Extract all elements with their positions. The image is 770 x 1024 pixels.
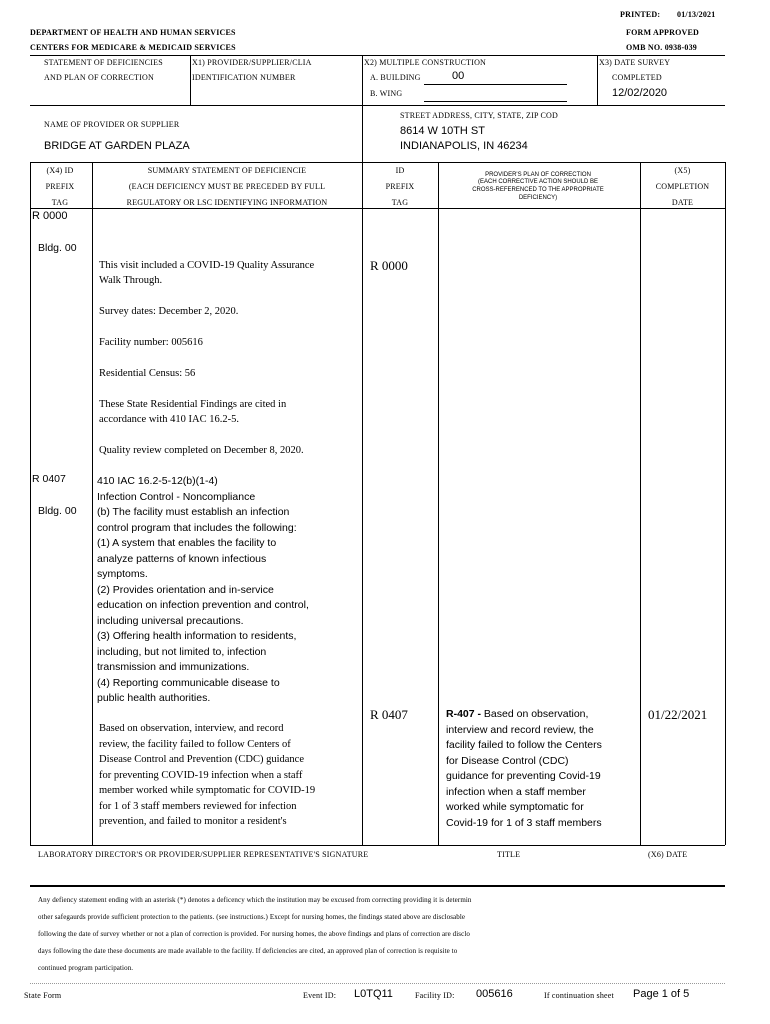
signature-rule xyxy=(30,885,725,887)
col-x4-2: PREFIX xyxy=(45,182,75,191)
col-plan-1: PROVIDER'S PLAN OF CORRECTION xyxy=(485,172,591,178)
col-x5-1: (X5) xyxy=(674,166,691,175)
visit-text-2: Walk Through. xyxy=(99,275,163,286)
col-id-3: TAG xyxy=(391,198,409,207)
event-id-label: Event ID: xyxy=(303,991,337,1000)
id-tag-r0000: R 0000 xyxy=(370,258,408,273)
regulation-line: control program that includes the following: xyxy=(97,521,297,534)
col-x4-1: (X4) ID xyxy=(46,166,74,175)
centers-title: CENTERS FOR MEDICARE & MEDICAID SERVICES xyxy=(30,43,236,52)
footnote-line: Any defiency statement ending with an asterisk (*) denotes a deficency which the institution may be excused from correcting providing it is determin xyxy=(38,896,472,904)
address-line-1: 8614 W 10TH ST xyxy=(400,125,485,137)
col-x5-3: DATE xyxy=(671,198,694,207)
completion-date: 01/22/2021 xyxy=(648,707,708,722)
finding-text xyxy=(99,721,315,830)
plan-line: guidance for preventing Covid-19 xyxy=(446,770,601,782)
bldg-00: Bldg. 00 xyxy=(38,242,77,254)
top-box-border xyxy=(30,55,725,56)
form-approved: FORM APPROVED xyxy=(626,28,700,37)
regulation-text xyxy=(97,474,309,707)
survey-completed-date: 12/02/2020 xyxy=(612,87,668,99)
department-title: DEPARTMENT OF HEALTH AND HUMAN SERVICES xyxy=(30,28,236,37)
signature-label: LABORATORY DIRECTOR'S OR PROVIDER/SUPPLIER REPRESENTATIVE'S SIGNATURE xyxy=(38,850,369,859)
regulation-line: including universal precautions. xyxy=(97,614,244,627)
regulation-line: (b) The facility must establish an infection xyxy=(97,506,290,518)
plan-line: facility failed to follow the Centers xyxy=(446,739,602,751)
table-bottom-rule xyxy=(30,845,725,846)
divider xyxy=(190,55,191,105)
col-id-1: ID xyxy=(395,166,405,175)
plan-of-correction xyxy=(446,707,602,831)
bldg-00: Bldg. 00 xyxy=(38,505,77,517)
col-plan-4: DEFICIENCY) xyxy=(518,195,558,201)
regulation-line: analyze patterns of known infectious xyxy=(97,552,267,565)
table-column-line xyxy=(92,162,93,845)
footer-rule xyxy=(30,983,725,984)
regulation-line: (1) A system that enables the facility to xyxy=(97,537,277,549)
finding-line: member worked while symptomatic for COVID-19 xyxy=(99,785,316,796)
building-label: A. BUILDING xyxy=(370,73,421,82)
page-number: Page 1 of 5 xyxy=(633,988,690,1000)
wing-label: B. WING xyxy=(370,89,403,98)
regulation-line: (2) Provides orientation and in-service xyxy=(97,583,274,596)
provider-label: NAME OF PROVIDER OR SUPPLIER xyxy=(44,120,180,129)
col-summary-3: REGULATORY OR LSC IDENTIFYING INFORMATION xyxy=(126,198,328,207)
plan-text: Based on observation, xyxy=(481,708,589,720)
regulation-line: public health authorities. xyxy=(97,692,211,704)
finding-line: prevention, and failed to monitor a resident's xyxy=(99,816,287,827)
survey-dates: Survey dates: December 2, 2020. xyxy=(99,306,239,317)
plan-tag: R-407 - xyxy=(446,708,482,720)
omb-number: OMB NO. 0938-039 xyxy=(626,43,697,52)
col-plan-3: CROSS-REFERENCED TO THE APPROPRIATE xyxy=(472,187,604,193)
finding-line: review, the facility failed to follow Centers of xyxy=(99,738,291,750)
footnote-line: other safegaurds provide sufficient protection to the patients. (see instructions.) Except for nursing homes, the findings stated above are disclosable xyxy=(38,913,466,921)
table-border xyxy=(725,162,726,845)
x3-label-2: COMPLETED xyxy=(612,73,662,82)
col-x4-3: TAG xyxy=(51,198,69,207)
id-tag-r0407: R 0407 xyxy=(370,707,408,722)
statement-label-2: AND PLAN OF CORRECTION xyxy=(44,73,154,82)
quality-review: Quality review completed on December 8, 2020. xyxy=(99,445,304,456)
divider xyxy=(30,162,725,163)
regulation-line: transmission and immunizations. xyxy=(97,661,250,673)
x1-label: X1) PROVIDER/SUPPLIER/CLIA xyxy=(192,58,312,67)
tag-r0000: R 0000 xyxy=(32,210,68,222)
table-header-rule xyxy=(30,208,725,209)
plan-line: worked while symptomatic for xyxy=(446,801,584,813)
visit-text-1: This visit included a COVID-19 Quality Assurance xyxy=(99,260,315,271)
statement-label: STATEMENT OF DEFICIENCIES xyxy=(44,58,163,67)
footnote xyxy=(38,892,738,977)
regulation-line: 410 IAC 16.2-5-12(b)(1-4) xyxy=(97,475,218,487)
footnote-line: continued program participation. xyxy=(38,964,134,972)
regulation-line: (3) Offering health information to residents, xyxy=(97,630,297,642)
title-label: TITLE xyxy=(497,850,521,859)
facility-id-label: Facility ID: xyxy=(415,991,455,1000)
table-border xyxy=(30,162,31,845)
finding-line: Disease Control and Prevention (CDC) guidance xyxy=(99,754,304,765)
findings-text-2: accordance with 410 IAC 16.2-5. xyxy=(99,414,239,425)
col-x5-2: COMPLETION xyxy=(655,182,710,191)
plan-line: interview and record review, the xyxy=(446,723,594,736)
state-form-label: State Form xyxy=(24,991,62,1000)
x1-label-2: IDENTIFICATION NUMBER xyxy=(192,73,296,82)
col-id-2: PREFIX xyxy=(385,182,415,191)
address-line-2: INDIANAPOLIS, IN 46234 xyxy=(400,140,528,152)
table-column-line xyxy=(362,162,363,845)
col-summary-1: SUMMARY STATEMENT OF DEFICIENCIE xyxy=(147,166,307,175)
plan-line: for Disease Control (CDC) xyxy=(446,754,569,767)
footnote-line: days following the date these documents are made available to the facility. If deficiencies are cited, an approved plan of correction is requisite to xyxy=(38,947,458,955)
plan-line: infection when a staff member xyxy=(446,785,586,798)
wing-underline xyxy=(424,101,567,102)
facility-id-value: 005616 xyxy=(476,988,513,1000)
x3-label: X3) DATE SURVEY xyxy=(599,58,671,67)
x2-label: X2) MULTIPLE CONSTRUCTION xyxy=(364,58,487,67)
tag-r0407: R 0407 xyxy=(32,473,66,485)
regulation-line: Infection Control - Noncompliance xyxy=(97,490,256,503)
footnote-line: following the date of survey whether or not a plan of correction is provided. For nursing homes, the above findings and plans of correction are disclo xyxy=(38,930,470,938)
residential-census: Residential Census: 56 xyxy=(99,368,196,379)
divider xyxy=(597,55,598,105)
provider-name: BRIDGE AT GARDEN PLAZA xyxy=(44,140,190,152)
finding-line: Based on observation, interview, and record xyxy=(99,723,284,734)
plan-line xyxy=(446,707,602,723)
finding-line: for preventing COVID-19 infection when a staff xyxy=(99,769,303,781)
col-summary-2: (EACH DEFICIENCY MUST BE PRECEDED BY FULL xyxy=(128,182,326,191)
continuation-label: If continuation sheet xyxy=(544,991,614,1000)
table-column-line xyxy=(438,162,439,845)
printed-date: 01/13/2021 xyxy=(677,10,716,19)
printed-label: PRINTED: xyxy=(620,10,661,19)
divider xyxy=(362,55,363,162)
table-column-line xyxy=(640,162,641,845)
regulation-line: symptoms. xyxy=(97,568,148,580)
regulation-line: including, but not limited to, infection xyxy=(97,645,267,658)
facility-number: Facility number: 005616 xyxy=(99,337,203,348)
col-plan-2: (EACH CORRECTIVE ACTION SHOULD BE xyxy=(477,179,599,185)
building-value: 00 xyxy=(452,70,465,82)
address-label: STREET ADDRESS, CITY, STATE, ZIP COD xyxy=(400,111,558,120)
building-underline xyxy=(424,84,567,85)
plan-line: Covid-19 for 1 of 3 staff members xyxy=(446,816,602,829)
divider xyxy=(30,105,725,106)
event-id-value: L0TQ11 xyxy=(354,988,393,1000)
signature-date-label: (X6) DATE xyxy=(648,850,688,859)
findings-text-1: These State Residential Findings are cited in xyxy=(99,399,287,410)
regulation-line: education on infection prevention and control, xyxy=(97,599,309,611)
regulation-line: (4) Reporting communicable disease to xyxy=(97,676,280,689)
finding-line: for 1 of 3 staff members reviewed for infection xyxy=(99,800,297,812)
